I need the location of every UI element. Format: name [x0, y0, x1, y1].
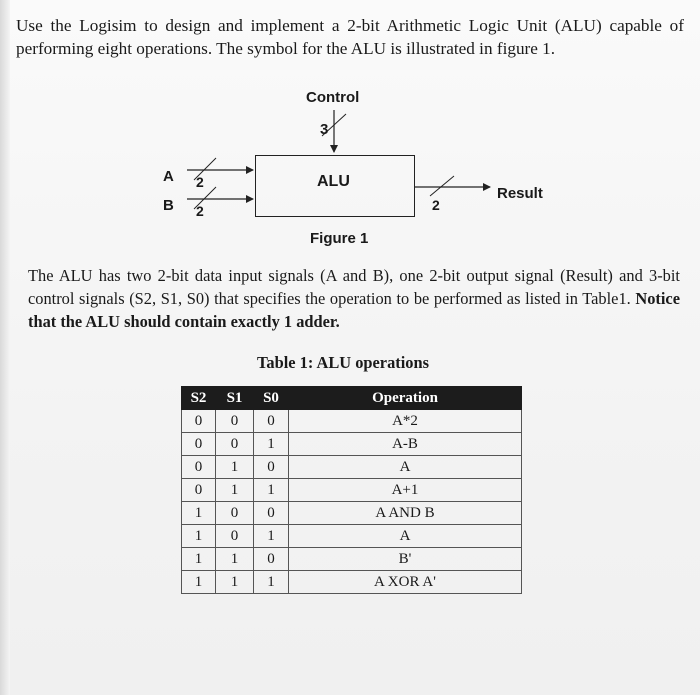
figure-caption: Figure 1	[310, 230, 369, 247]
cell-s1: 1	[216, 456, 254, 479]
cell-s2: 0	[182, 410, 216, 433]
cell-operation: A*2	[289, 410, 522, 433]
cell-s0: 0	[254, 410, 289, 433]
output-bus-slash	[430, 176, 454, 196]
cell-s0: 1	[254, 525, 289, 548]
cell-s1: 0	[216, 502, 254, 525]
table-row	[182, 410, 522, 433]
cell-s1: 0	[216, 525, 254, 548]
table-caption: Table 1: ALU operations	[257, 353, 429, 372]
alu-label: ALU	[317, 173, 350, 190]
cell-operation: A AND B	[289, 502, 522, 525]
table-row	[182, 525, 522, 548]
table-header-row	[182, 387, 522, 410]
cell-s1: 0	[216, 433, 254, 456]
table-row	[182, 502, 522, 525]
cell-s1: 1	[216, 479, 254, 502]
alu-figure	[0, 0, 700, 260]
input-a-label: A	[163, 168, 174, 185]
header-s2: S2	[182, 387, 216, 410]
input-b-label: B	[163, 197, 174, 214]
input-a-width-label: 2	[196, 174, 204, 190]
table-row	[182, 548, 522, 571]
intro-paragraph: Use the Logisim to design and implement a 2-bit Arithmetic Logic Unit (ALU) capable of performing eight operations. The symbol for the ALU is illustrated in figure 1.	[16, 16, 684, 58]
cell-s0: 1	[254, 571, 289, 594]
input-b-width-label: 2	[196, 203, 204, 219]
cell-s0: 0	[254, 548, 289, 571]
cell-s0: 0	[254, 502, 289, 525]
description-paragraph	[28, 264, 680, 333]
header-s1: S1	[216, 387, 254, 410]
cell-operation: A	[289, 525, 522, 548]
table-row	[182, 433, 522, 456]
cell-s2: 0	[182, 456, 216, 479]
output-width-label: 2	[432, 197, 440, 213]
table-row	[182, 479, 522, 502]
adder-notice: Notice that the ALU should contain exactly 1 adder.	[28, 289, 680, 331]
cell-s2: 0	[182, 433, 216, 456]
cell-operation: A+1	[289, 479, 522, 502]
cell-s0: 0	[254, 456, 289, 479]
cell-s2: 1	[182, 548, 216, 571]
cell-s2: 1	[182, 571, 216, 594]
cell-s2: 1	[182, 502, 216, 525]
alu-operations-table	[181, 386, 522, 594]
control-label: Control	[306, 89, 360, 106]
description-text: The ALU has two 2-bit data input signals (A and B), one 2-bit output signal (Result) and 3-bit control signals (S2, S1, S0) that specifies the operation to be performed as listed in Table1.	[28, 266, 680, 308]
cell-operation: A	[289, 456, 522, 479]
cell-s0: 1	[254, 479, 289, 502]
cell-s1: 1	[216, 571, 254, 594]
table-row	[182, 456, 522, 479]
cell-s2: 1	[182, 525, 216, 548]
cell-s2: 0	[182, 479, 216, 502]
cell-operation: B'	[289, 548, 522, 571]
cell-operation: A XOR A'	[289, 571, 522, 594]
header-s0: S0	[254, 387, 289, 410]
result-label: Result	[497, 185, 543, 202]
alu-diagram-lines	[0, 0, 700, 260]
header-operation: Operation	[289, 387, 522, 410]
control-width-label: 3	[320, 121, 329, 138]
cell-s1: 0	[216, 410, 254, 433]
cell-s1: 1	[216, 548, 254, 571]
cell-s0: 1	[254, 433, 289, 456]
cell-operation: A-B	[289, 433, 522, 456]
table-row	[182, 571, 522, 594]
